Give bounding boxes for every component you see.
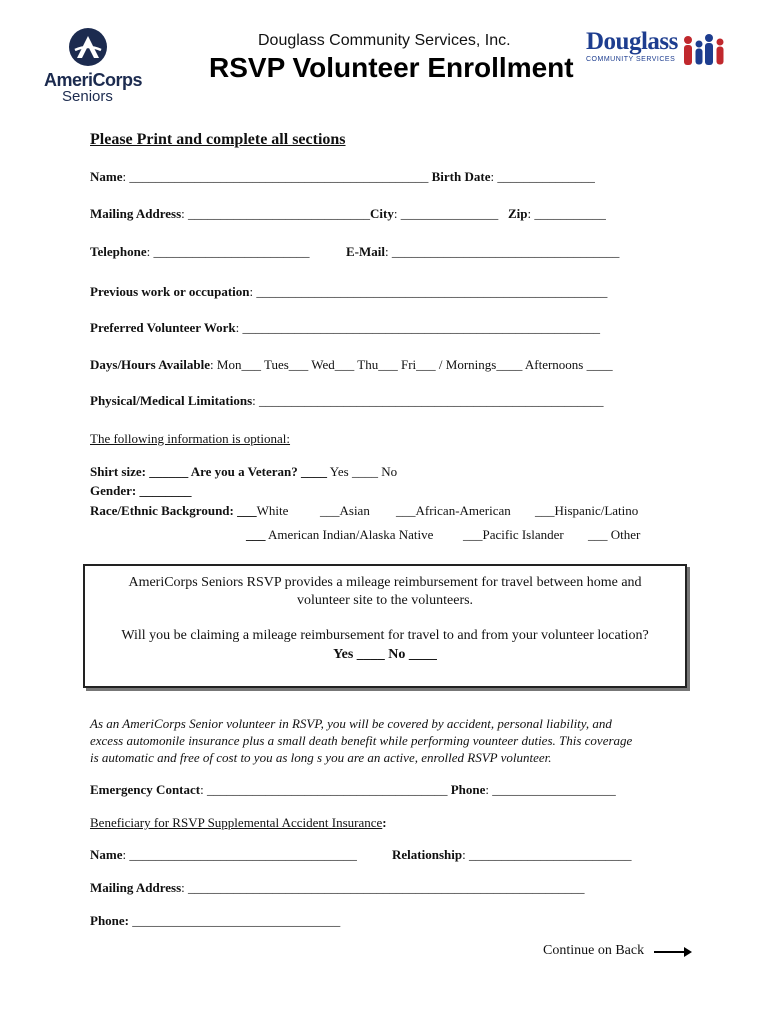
previous-work-label: Previous work or occupation (90, 284, 250, 299)
americorps-brand: AmeriCorps (44, 70, 143, 90)
email-row (346, 244, 619, 260)
beneficiary-name-label: Name (90, 847, 123, 862)
availability-field[interactable]: : Mon___ Tues___ Wed___ Thu___ Fri___ / Mornings____ Afternoons ____ (210, 357, 613, 372)
beneficiary-mailing-row (90, 880, 585, 896)
shirt-veteran-label[interactable]: Shirt size: ______ Are you a Veteran? ____ (90, 464, 327, 479)
beneficiary-relationship-row (392, 847, 631, 863)
beneficiary-phone-field[interactable]: ________________________________ (129, 913, 341, 928)
beneficiary-name-row (90, 847, 357, 863)
douglass-logo-sub: COMMUNITY SERVICES (586, 56, 676, 63)
zip-label: Zip (507, 206, 528, 221)
mileage-question: Will you be claiming a mileage reimbursement for travel to and from your volunteer location? (121, 628, 649, 643)
city-field[interactable]: : _______________ (393, 206, 499, 221)
preferred-work-field[interactable]: : _______________________________________________________ (235, 320, 601, 335)
beneficiary-name-field[interactable]: : ___________________________________ (122, 847, 357, 862)
telephone-row (90, 244, 309, 260)
medical-row (90, 393, 604, 409)
previous-work-field[interactable]: : ______________________________________________________ (249, 284, 608, 299)
americorps-a-icon (69, 28, 107, 66)
beneficiary-mailing-label: Mailing Address (90, 880, 182, 895)
beneficiary-colon: : (382, 815, 387, 830)
race-native-row (246, 527, 433, 543)
email-label: E-Mail (346, 244, 385, 259)
preferred-work-row (90, 320, 600, 336)
medical-limitations-field[interactable]: : _____________________________________________________ (252, 393, 604, 408)
continue-on-back: Continue on Back (543, 943, 645, 958)
optional-heading: The following information is optional: (90, 431, 291, 446)
name-row (90, 169, 595, 185)
insurance-line3: is automatic and free of cost to you as long s you are an active, enrolled RSVP volunteer. (90, 750, 552, 765)
birth-date-label: Birth Date (431, 169, 491, 184)
mileage-text-line1: AmeriCorps Seniors RSVP provides a mileage reimbursement for travel between home and (128, 575, 642, 590)
douglass-logo (582, 28, 732, 78)
previous-work-row (90, 284, 607, 300)
beneficiary-relationship-label: Relationship (392, 847, 463, 862)
telephone-field[interactable]: : ________________________ (146, 244, 310, 259)
emergency-phone-label: Phone (450, 782, 486, 797)
medical-limitations-label: Physical/Medical Limitations (90, 393, 253, 408)
race-label[interactable]: Race/Ethnic Background: ___ (90, 503, 257, 518)
douglass-logo-word: Douglass (586, 28, 678, 55)
gender-field[interactable]: Gender: ________ (90, 483, 192, 498)
email-field[interactable]: : ___________________________________ (385, 244, 620, 259)
family-figures-icon (680, 30, 730, 74)
mailing-address-field[interactable]: : ____________________________ (181, 206, 371, 221)
availability-label: Days/Hours Available (90, 357, 211, 372)
beneficiary-heading-row (90, 815, 387, 831)
beneficiary-mailing-field[interactable]: : _____________________________________________________________ (181, 880, 585, 895)
form-title: RSVP Volunteer Enrollment (209, 52, 574, 83)
name-field[interactable]: : ______________________________________________ (122, 169, 429, 184)
race-label-row (90, 503, 288, 519)
emergency-contact-label: Emergency Contact (90, 782, 201, 797)
city-label: City (370, 206, 394, 221)
americorps-sub: Seniors (62, 88, 113, 105)
veteran-options[interactable]: Yes ____ No (329, 464, 398, 479)
arrow-right-icon (654, 951, 688, 953)
beneficiary-phone-label: Phone: (90, 913, 129, 928)
mileage-box (83, 564, 687, 688)
race-african-american-option[interactable]: ___African-American (396, 503, 511, 518)
emergency-phone-field[interactable]: : ___________________ (485, 782, 616, 797)
race-asian-option[interactable]: ___Asian (320, 503, 370, 518)
race-white-option: White (256, 503, 289, 518)
race-pacific-option[interactable]: ___Pacific Islander (463, 527, 564, 542)
emergency-row (90, 782, 616, 798)
emergency-contact-field[interactable]: : _____________________________________ (200, 782, 448, 797)
mileage-answer[interactable]: Yes ____ No ____ (333, 647, 437, 662)
mileage-text-line2: volunteer site to the volunteers. (296, 593, 474, 608)
availability-row (90, 357, 613, 373)
beneficiary-heading: Beneficiary for RSVP Supplemental Accident Insurance (90, 815, 383, 830)
organization-name: Douglass Community Services, Inc. (258, 32, 511, 49)
insurance-line1: As an AmeriCorps Senior volunteer in RSVP, you will be covered by accident, personal liability, and (90, 716, 612, 731)
race-native-option: American Indian/Alaska Native (268, 527, 434, 542)
race-other-option[interactable]: ___ Other (588, 527, 641, 542)
shirt-veteran-row (90, 464, 397, 480)
race-hispanic-option[interactable]: ___Hispanic/Latino (535, 503, 639, 518)
section-heading: Please Print and complete all sections (90, 131, 346, 148)
beneficiary-phone-row (90, 913, 340, 929)
mailing-row (90, 206, 606, 222)
beneficiary-relationship-field[interactable]: : _________________________ (462, 847, 632, 862)
zip-field[interactable]: : ___________ (527, 206, 606, 221)
insurance-line2: excess automonile insurance plus a small death benefit while performing vounteer duties. This coverage (90, 733, 633, 748)
name-label: Name (90, 169, 123, 184)
mailing-address-label: Mailing Address (90, 206, 182, 221)
race-native-blank[interactable]: ___ (246, 527, 266, 542)
birth-date-field[interactable]: : _______________ (490, 169, 595, 184)
telephone-label: Telephone (90, 244, 147, 259)
preferred-work-label: Preferred Volunteer Work (90, 320, 236, 335)
